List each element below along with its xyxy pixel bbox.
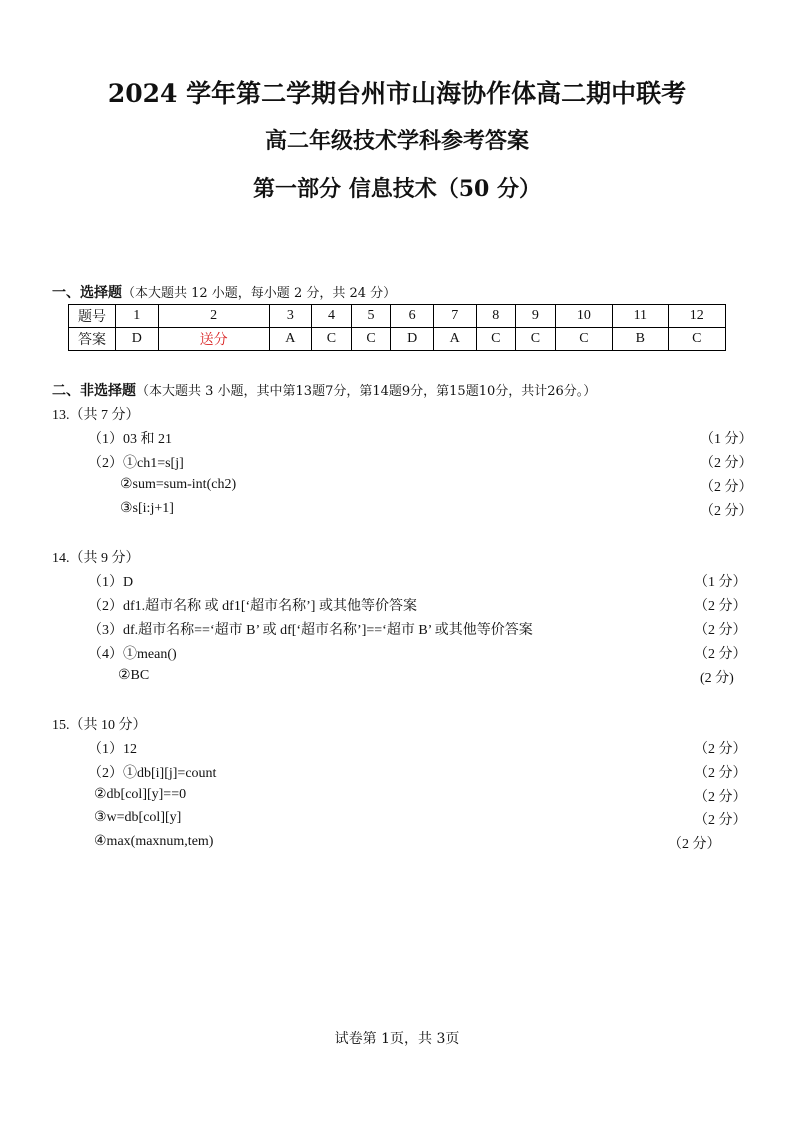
q14-score: （2 分） — [694, 647, 747, 662]
page-footer: 试卷第 1页，共 3页 — [334, 1031, 460, 1047]
number-cell: 6 — [391, 305, 434, 328]
answer-cell: B — [613, 328, 668, 351]
q14-title: 14.（共 9 分） — [52, 551, 140, 566]
number-cell: 5 — [351, 305, 391, 328]
section1-note: （本大题共 12 小题，每小题 2 分，共 24 分） — [122, 286, 397, 301]
q13-answer: ③s[i:j+1] — [120, 501, 174, 516]
q13-score: （1 分） — [700, 432, 753, 447]
q14-answer: （4）①mean() — [88, 647, 177, 662]
answer-cell: A — [269, 328, 312, 351]
q15-title: 15.（共 10 分） — [52, 718, 147, 733]
q14-answer: （1）D — [88, 575, 134, 590]
number-cell: 9 — [516, 305, 556, 328]
number-cell: 3 — [269, 305, 312, 328]
row-label: 题号 — [69, 305, 116, 328]
q13-answer: （1）03 和 21 — [88, 432, 172, 447]
q15-score: （2 分） — [668, 837, 721, 852]
part-heading: 第一部分 信息技术（50 分） — [253, 176, 541, 202]
answer-cell: A — [433, 328, 476, 351]
q15-score: （2 分） — [694, 790, 747, 805]
number-cell: 11 — [613, 305, 668, 328]
number-cell: 12 — [668, 305, 725, 328]
answer-row — [69, 328, 726, 351]
q13-answer: ②sum=sum-int(ch2) — [120, 477, 237, 492]
section2-heading — [52, 380, 596, 400]
q14-answer: （3）df.超市名称==‘超市 B’ 或 df[‘超市名称’]==‘超市 B’ 或其他等价答案 — [88, 623, 533, 638]
q15-answer: ③w=db[col][y] — [94, 810, 182, 825]
q15-answer: ④max(maxnum,tem) — [94, 834, 214, 849]
q15-score: （2 分） — [694, 813, 747, 828]
row-label: 答案 — [69, 328, 116, 351]
answer-cell: C — [351, 328, 391, 351]
number-cell: 4 — [312, 305, 352, 328]
q14-answer: （2）df1.超市名称 或 df1[‘超市名称’] 或其他等价答案 — [88, 599, 417, 614]
answer-cell: C — [668, 328, 725, 351]
subject-subtitle: 高二年级技术学科参考答案 — [264, 128, 529, 154]
question-number-row — [69, 305, 726, 328]
q13-score: （2 分） — [700, 480, 753, 495]
q15-score: （2 分） — [694, 766, 747, 781]
answer-cell: C — [312, 328, 352, 351]
q15-answer: ②db[col][y]==0 — [94, 787, 187, 802]
section2-note: （本大题共 3 小题，其中第13题7分，第14题9分，第15题10分，共计26分。） — [136, 384, 597, 399]
answer-cell: D — [391, 328, 434, 351]
q14-answer: ②BC — [118, 668, 150, 683]
answer-cell: C — [555, 328, 612, 351]
q13-score: （2 分） — [700, 456, 753, 471]
q13-score: （2 分） — [700, 504, 753, 519]
q13-title: 13.（共 7 分） — [52, 408, 140, 423]
q14-score: （2 分） — [694, 599, 747, 614]
section1-heading — [52, 282, 396, 302]
answer-cell: C — [476, 328, 516, 351]
q14-score: (2 分) — [700, 671, 734, 686]
number-cell: 1 — [116, 305, 159, 328]
section1-title: 一、选择题 — [52, 285, 122, 301]
q14-score: （2 分） — [694, 623, 747, 638]
answer-cell-highlight: 送分 — [158, 328, 269, 351]
q15-answer: （1）12 — [88, 742, 137, 757]
q15-answer: （2）①db[i][j]=count — [88, 766, 217, 781]
number-cell: 7 — [433, 305, 476, 328]
answer-table — [68, 304, 726, 351]
number-cell: 8 — [476, 305, 516, 328]
answer-cell: D — [116, 328, 159, 351]
q14-score: （1 分） — [694, 575, 747, 590]
section2-title: 二、非选择题 — [52, 383, 136, 399]
number-cell: 2 — [158, 305, 269, 328]
q13-answer: （2）①ch1=s[j] — [88, 456, 184, 471]
number-cell: 10 — [555, 305, 612, 328]
q15-score: （2 分） — [694, 742, 747, 757]
exam-title: 2024 学年第二学期台州市山海协作体高二期中联考 — [107, 79, 687, 108]
answer-cell: C — [516, 328, 556, 351]
